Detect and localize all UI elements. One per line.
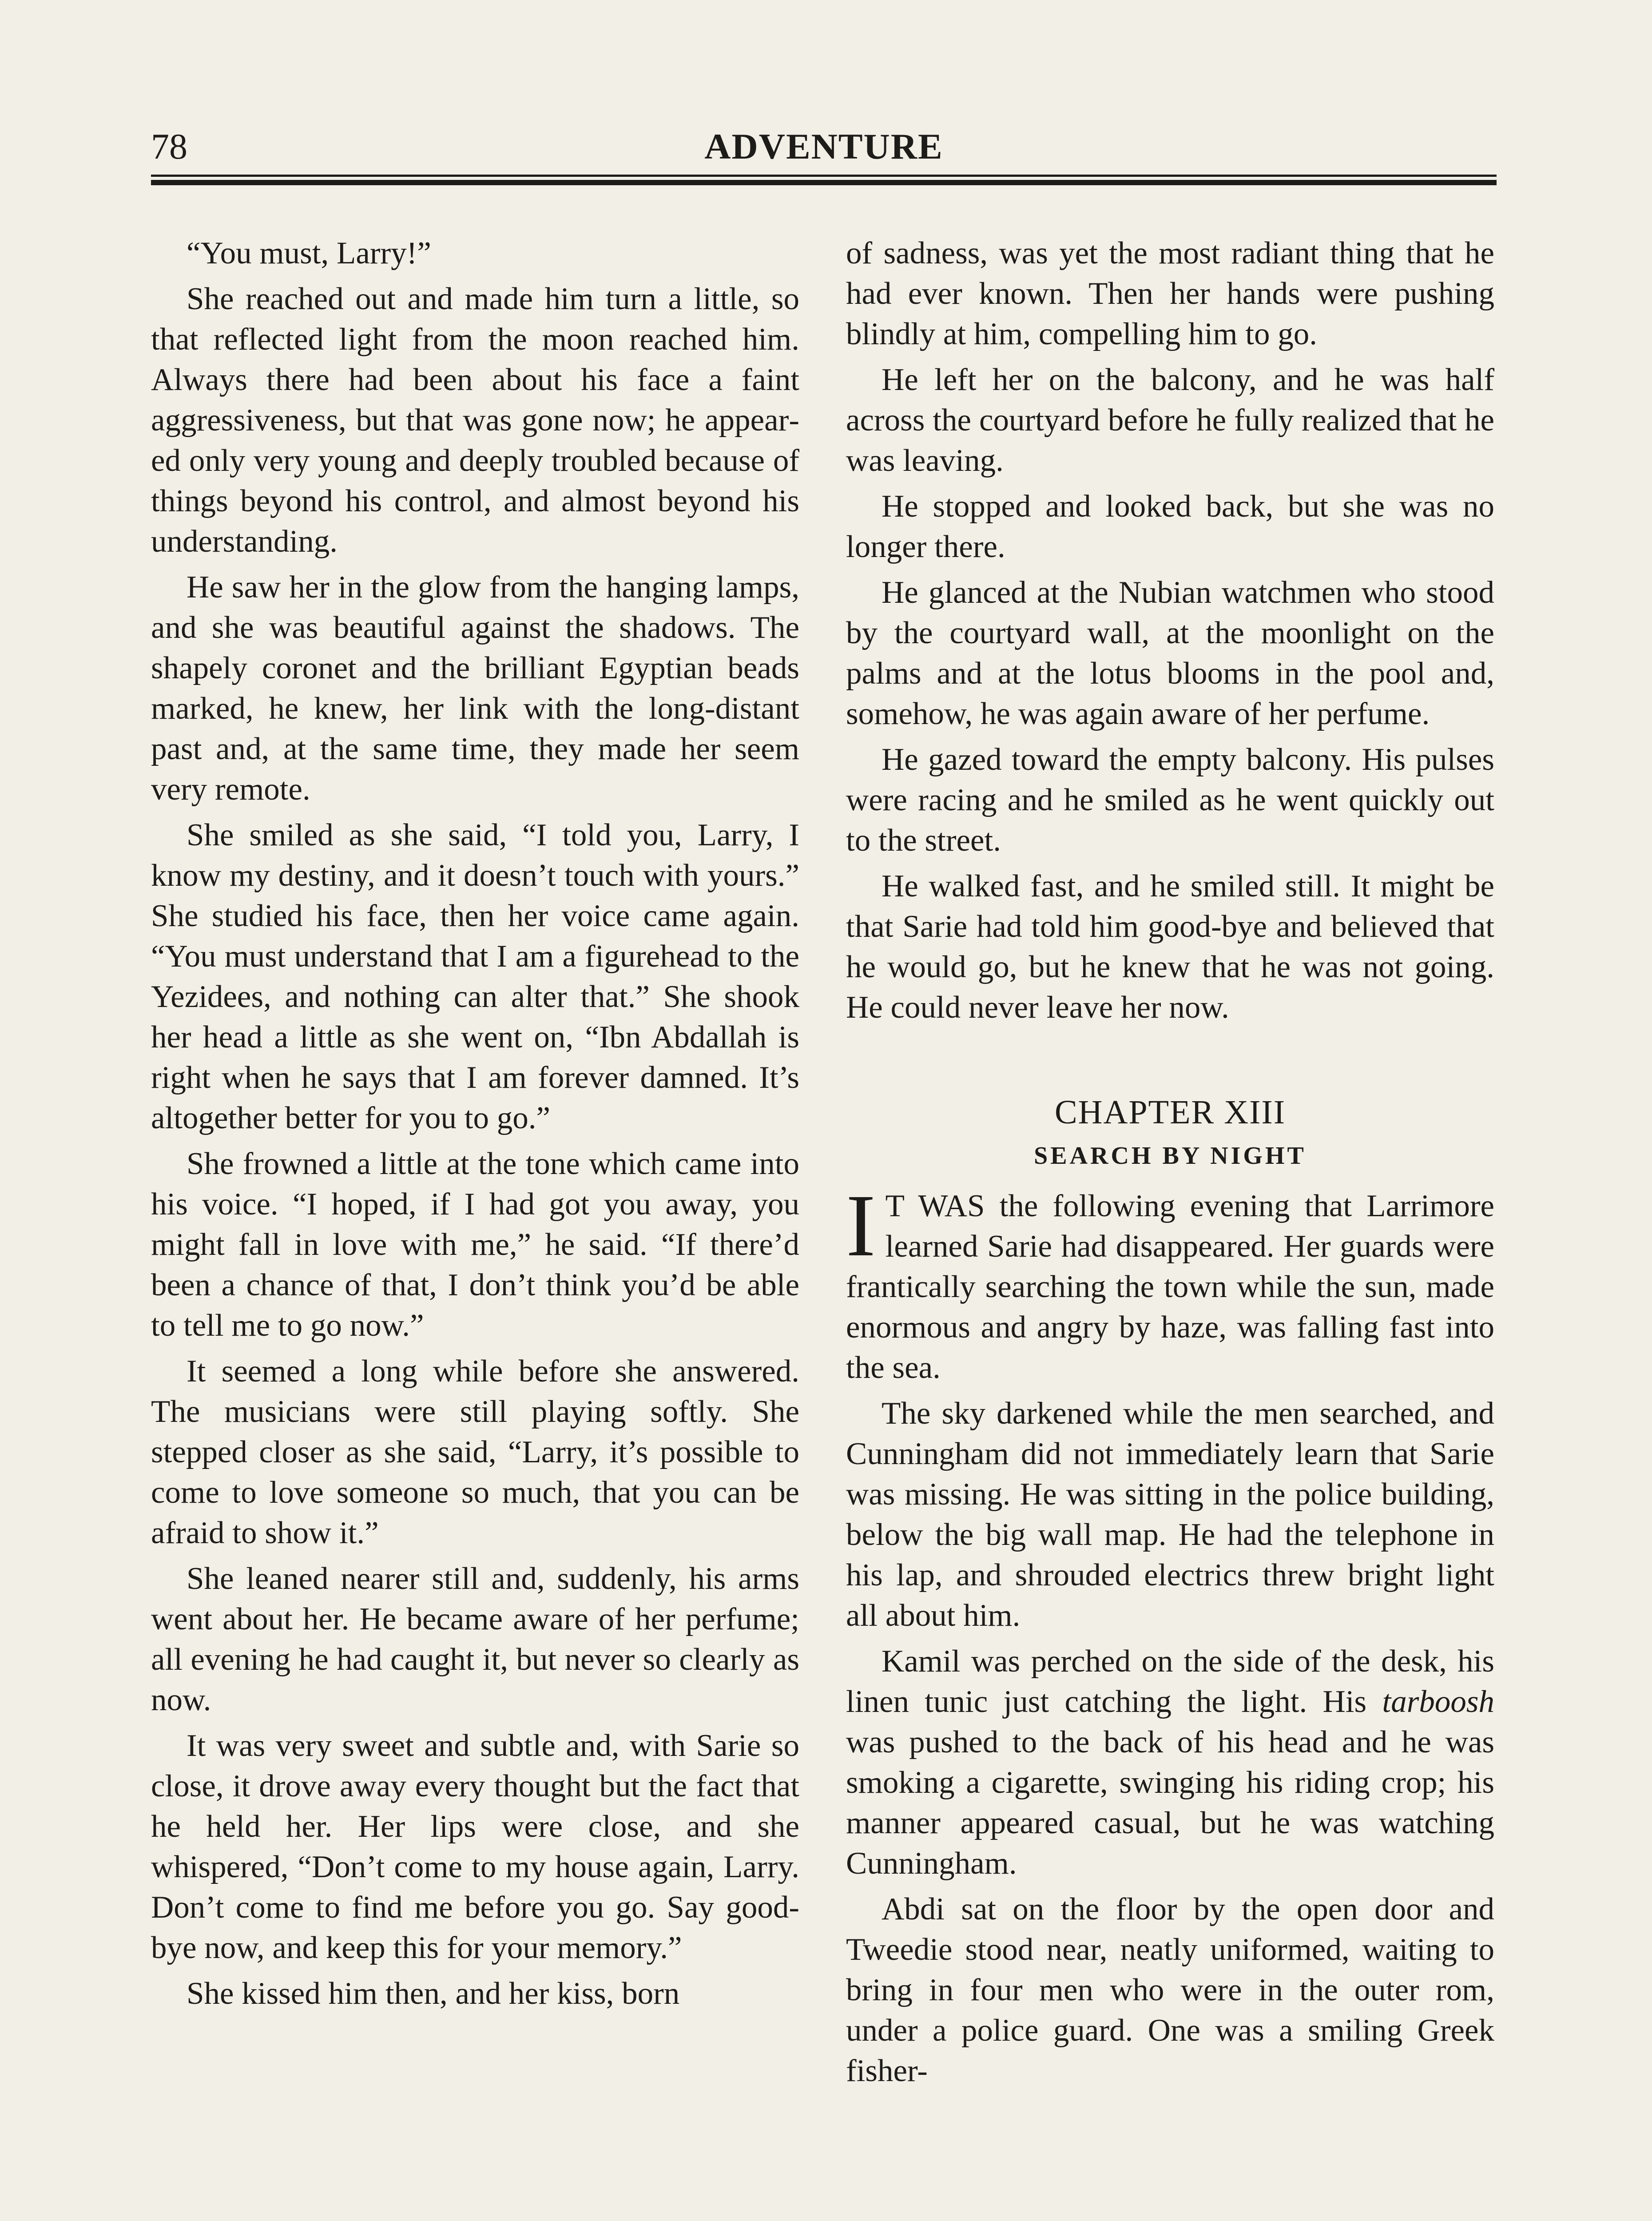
paragraph: He saw her in the glow from the hanging lamps, and she was beautiful against the shadows. The shapely coronet and the brilliant Egyptian beads marked, he knew, her link with the long-distant past and, at the same time, they made her seem very remote. <box>151 570 799 807</box>
italic-word: tarboosh <box>1382 1684 1494 1719</box>
paragraph: She smiled as she said, “I told you, Larry, I know my destiny, and it doesn’t touch with yours.” She studied his face, then her voice came again. “You must understand that I am a figurehead to the Yezidees, and nothing can alter that.” She shook her head a little as she went on, “Ibn Abdallah is right when he says that I am forever damned. It’s altogether better for you to go.” <box>151 818 799 1135</box>
paragraph: The sky darkened while the men searched, and Cunningham did not immediately learn that Sarie was missing. He was sitting in the police building, below the big wall map. He had the telephone in his lap, and shrouded electrics threw bright light all about him. <box>846 1396 1494 1633</box>
paragraph: He left her on the balcony, and he was half across the courtyard before he fully realized that he was leaving. <box>846 362 1494 478</box>
right-column <box>846 233 1494 2097</box>
paragraph: “You must, Larry!” <box>187 236 431 271</box>
header-rule-thick <box>151 180 1497 185</box>
paragraph: Abdi sat on the floor by the open door and Tweedie stood near, neatly uniformed, waiting to bring in four men who were in the outer rom, under a police guard. One was a smiling Greek fisher- <box>846 1892 1494 2088</box>
paragraph: She kissed him then, and her kiss, born <box>187 1976 680 2011</box>
header-rule-thin <box>151 175 1497 177</box>
paragraph: She leaned nearer still and, suddenly, his arms went about her. He became aware of her perfume; all evening he had caught it, but never so clearly as now. <box>151 1561 799 1717</box>
paragraph: He walked fast, and he smiled still. It might be that Sarie had told him good-bye and believed that he would go, but he knew that he was not going. He could never leave her now. <box>846 869 1494 1025</box>
paragraph: It seemed a long while before she answered. The musicians were still playing softly. She stepped closer as she said, “Larry, it’s possible to come to love someone so much, that you can be afraid to show it.” <box>151 1354 799 1550</box>
paragraph-text: Kamil was perched on the side of the desk, his linen tunic just catching the light. His tarboosh was pushed to the back of his head and he was smoking a cigarette, swinging his riding crop; his manner appeared casual, but he was watching Cunningham. <box>846 1644 1494 1881</box>
paragraph: It was very sweet and subtle and, with Sarie so close, it drove away every thought but the fact that he held her. Her lips were close, and she whispered, “Don’t come to my house again, Larry. Don’t come to find me before you go. Say good-bye now, and keep this for your memory.” <box>151 1728 799 1965</box>
paragraph <box>846 1641 1494 1884</box>
first-paragraph-text: T WAS the following evening that Larrimore learned Sarie had disappeared. Her guards were frantically searching the town while the sun, made enormous and angry by haze, was falling fast into the sea. <box>846 1189 1494 1385</box>
chapter-first-paragraph <box>846 1177 1494 1388</box>
chapter-subtitle: SEARCH BY NIGHT <box>1034 1142 1307 1170</box>
paragraph: He glanced at the Nubian watchmen who stood by the courtyard wall, at the moonlight on the palms and at the lotus blooms in the pool and, somehow, he was again aware of her perfume. <box>846 575 1494 731</box>
paragraph: He gazed toward the empty balcony. His pulses were racing and he smiled as he went quickly out to the street. <box>846 742 1494 858</box>
drop-cap: I <box>846 1177 876 1275</box>
paragraph: She reached out and made him turn a little, so that reflected light from the moon reached him. Always there had been about his face a faint aggressiveness, but that was gone now; he appeared only very young and deeply troubled because of things beyond his control, and almost beyond his understanding. <box>151 282 799 559</box>
page-header <box>151 120 1497 173</box>
left-column <box>151 233 799 2019</box>
paragraph: He stopped and looked back, but she was no longer there. <box>846 489 1494 564</box>
paragraph: She frowned a little at the tone which came into his voice. “I hoped, if I had got you away, you might fall in love with me,” he said. “If there’d been a chance of that, I don’t think you’d be able to tell me to go now.” <box>151 1146 799 1343</box>
page-number: 78 <box>151 126 187 167</box>
running-head: ADVENTURE <box>704 126 943 167</box>
paragraph-continuation: of sadness, was yet the most radiant thing that he had ever known. Then her hands were pushing blindly at him, compelling him to go. <box>846 236 1494 351</box>
chapter-title: CHAPTER XIII <box>1054 1094 1286 1131</box>
